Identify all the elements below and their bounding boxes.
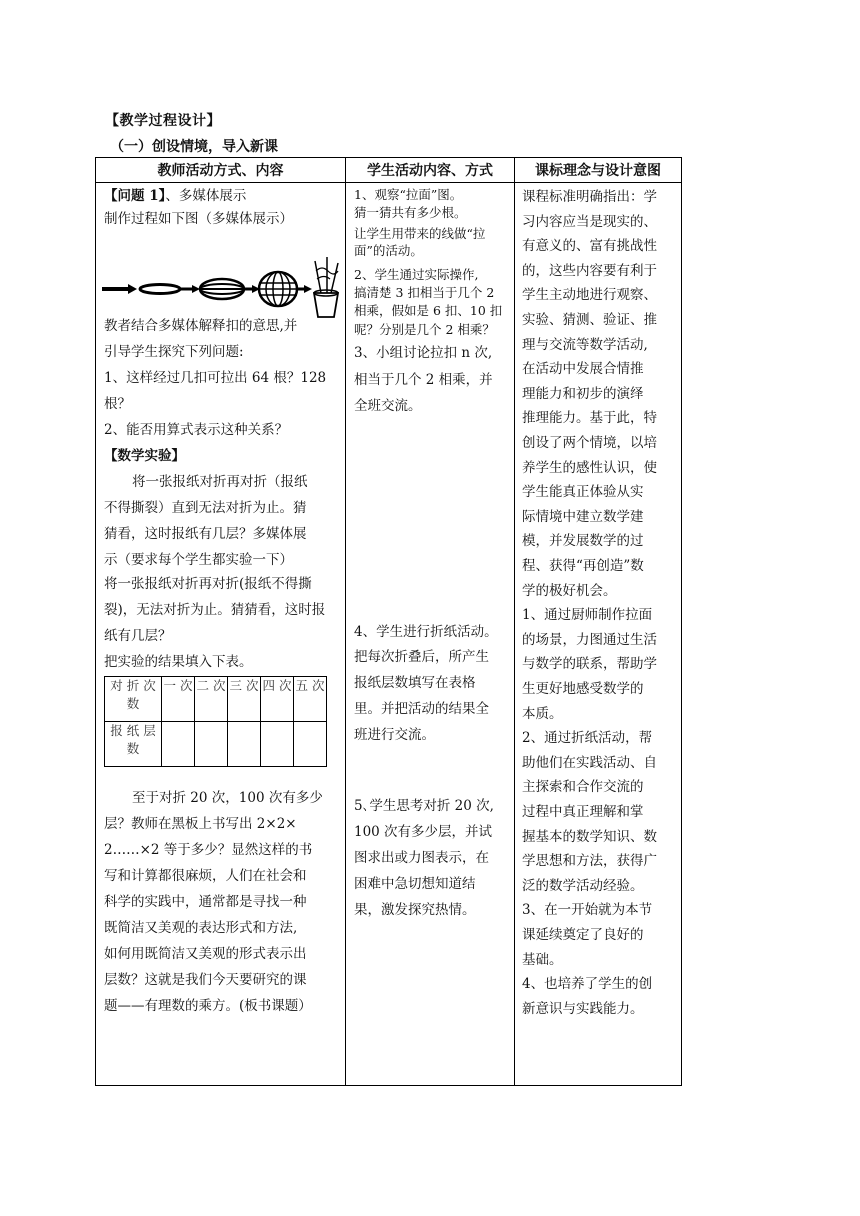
header-row [96,158,682,183]
design-line: 学生主动地进行观察、 [522,287,657,304]
experiment-line-6: 裂)，无法对折为止。猜猜看，这时报 [104,602,326,618]
student-3-line-1: 3、小组讨论拉扣 n 次, [354,345,493,361]
student-4-line-1: 4、学生进行折纸活动。 [354,624,498,640]
student-3-line-2: 相当于几个 2 相乘，并 [354,372,493,388]
design-line: 推理能力。基于此，特 [522,410,657,427]
layer-cell-2[interactable] [195,722,228,767]
fold-col-3: 三 次 [228,677,261,722]
student-cell [346,183,515,1086]
experiment-line-1: 将一张报纸对折再对折（报纸 [132,474,308,490]
ending-line-7: 如何用既简洁又美观的形式表示出 [104,946,307,962]
design-line: 主探索和合作交流的 [522,779,644,796]
experiment-line-4: 示（要求每个学生都实验一下） [104,552,293,568]
design-line: 学思想和方法，获得广 [522,853,657,870]
ending-line-1: 至于对折 20 次，100 次有多少 [132,790,323,806]
design-line: 握基本的数学知识、数 [522,828,657,845]
design-line: 课延续奠定了良好的 [522,927,644,943]
student-3-line-3: 全班交流。 [354,398,422,414]
design-line: 理能力和初步的演绎 [522,385,644,402]
question-1-label: 【问题 1】 [104,188,166,204]
ending-line-9: 题——有理数的乘方。(板书课题） [104,998,312,1014]
question-1-line [104,185,246,208]
question-1b: 根？ [104,396,131,412]
fold-results-table [104,676,327,767]
fold-col-1: 一 次 [162,677,195,722]
content-row [96,183,682,1086]
lesson-table [95,157,682,1086]
experiment-line-7: 纸有几层？ [104,628,172,644]
design-line: 本质。 [522,705,563,722]
design-line: 有意义的、富有挑战性 [522,238,657,255]
design-line: 在活动中发展合情推 [522,361,644,378]
student-4-line-3: 报纸层数填写在表格 [354,675,476,691]
design-line: 新意识与实践能力。 [522,1000,644,1017]
noodle-making-diagram [100,231,344,321]
noodle-bundle-icon [259,272,297,306]
student-4-line-5: 班进行交流。 [354,727,435,743]
design-line: 实验、猜测、验证、推 [522,312,657,328]
ending-line-8: 层数？这就是我们今天要研究的课 [104,972,307,988]
design-line: 的，这些内容要有利于 [522,262,657,279]
layer-cell-5[interactable] [294,722,327,767]
fold-col-5: 五 次 [294,677,327,722]
process-line: 制作过程如下图（多媒体展示） [104,211,293,227]
section-heading: 【教学过程设计】 [105,113,221,129]
design-line: 4、也培养了学生的创 [522,976,653,993]
ending-line-6: 既简洁又美观的表达形式和方法, [104,920,298,936]
noodle-bowl-icon [314,257,338,317]
explain-line-1: 教者结合多媒体解释扣的意思,并 [104,318,298,334]
student-4-line-2: 把每次折叠后，所产生 [354,649,489,665]
ending-line-5: 科学的实践中，通常都是寻找一种 [104,894,307,910]
student-1-line-4: 面”的活动。 [354,243,423,258]
arrow-icon [181,285,200,293]
question-1a: 1、这样经过几扣可拉出 64 根？128 [104,370,327,386]
student-2-line-3: 相乘，假如是 6 扣、10 扣 [354,303,503,318]
design-line: 习内容应当是现实的、 [522,213,657,230]
student-2-line-4: 呢？分别是几个 2 相乘？ [354,322,495,337]
dough-strands-icon [200,279,244,299]
student-5-line-1: 5､学生思考对折 20 次, [354,798,494,814]
experiment-line-2: 不得撕裂）直到无法对折为止。猜 [104,500,307,516]
student-5-line-4: 困难中急切想知道结 [354,876,476,892]
student-1-line-3: 让学生用带来的线做“拉 [354,226,486,241]
layer-cell-4[interactable] [261,722,294,767]
design-line: 理与交流等数学活动, [522,336,648,353]
design-line: 创设了两个情境，以培 [522,435,657,451]
design-line: 程、获得“再创造”数 [522,558,644,574]
design-line: 学生能真正体验从实 [522,484,644,501]
fold-count-label: 对 折 次 数 [105,677,162,722]
arrow-icon [102,284,137,294]
layer-cell-3[interactable] [228,722,261,767]
layer-count-label: 报 纸 层 数 [105,722,162,767]
experiment-label: 【数学实验】 [104,448,185,464]
design-line: 生更好地感受数学的 [522,681,644,697]
design-text-block [515,183,681,1085]
explain-line-2: 引导学生探究下列问题: [104,344,244,360]
ending-line-2: 层？教师在黑板上书写出 2×2× [104,816,297,832]
design-cell [515,183,682,1086]
ending-line-4: 写和计算都很麻烦，人们在社会和 [104,868,307,884]
experiment-line-3: 猜看，这时报纸有几层？多媒体展 [104,526,307,542]
design-line: 课程标准明确指出：学 [522,189,657,205]
student-1-line-1: 1、观察“拉面”图。 [354,187,463,202]
question-1-text: 、多媒体展示 [165,188,247,204]
student-2-line-2: 搞清楚 3 扣相当于几个 2 [354,285,495,300]
student-1-line-2: 猜一猜共有多少根。 [354,205,467,220]
teacher-cell [96,183,346,1086]
design-line: 学的极好机会。 [522,582,617,599]
experiment-line-5: 将一张报纸对折再对折(报纸不得撕 [104,576,312,592]
design-line: 过程中真正理解和掌 [522,804,644,820]
question-2: 2、能否用算式表示这种关系？ [104,422,289,438]
fold-count-row [105,677,327,722]
fold-col-4: 四 次 [261,677,294,722]
design-line: 模，并发展数学的过 [522,533,644,550]
arrow-icon [298,285,312,293]
header-teacher: 教师活动方式、内容 [96,158,346,183]
student-5-line-5: 果，激发探究热情。 [354,902,476,918]
experiment-line-8: 把实验的结果填入下表。 [104,654,253,670]
layer-cell-1[interactable] [162,722,195,767]
dough-rope-icon [140,285,180,294]
header-design: 课标理念与设计意图 [515,158,682,183]
design-line: 的场景，力图通过生活 [522,631,657,648]
layer-count-row [105,722,327,767]
design-line: 助他们在实践活动、自 [522,754,657,771]
header-student: 学生活动内容、方式 [346,158,515,183]
student-5-line-2: 100 次有多少层，并试 [354,824,493,840]
design-line: 与数学的联系，帮助学 [522,656,657,673]
design-line: 3、在一开始就为本节 [522,902,653,919]
fold-col-2: 二 次 [195,677,228,722]
subsection-heading: （一）创设情境，导入新课 [110,139,278,155]
design-line: 1、通过厨师制作拉面 [522,607,653,624]
design-line: 际情境中建立数学建 [522,508,644,525]
design-line: 基础。 [522,951,563,968]
design-line: 泛的数学活动经验。 [522,877,644,894]
design-line: 养学生的感性认识，使 [522,459,657,476]
student-2-line-1: 2、学生通过实际操作, [354,267,479,282]
design-line: 2、通过折纸活动，帮 [522,730,653,747]
ending-line-3: 2……×2 等于多少？显然这样的书 [104,842,313,858]
student-5-line-3: 图求出或力图表示，在 [354,850,489,866]
student-4-line-4: 里。并把活动的结果全 [354,701,489,717]
